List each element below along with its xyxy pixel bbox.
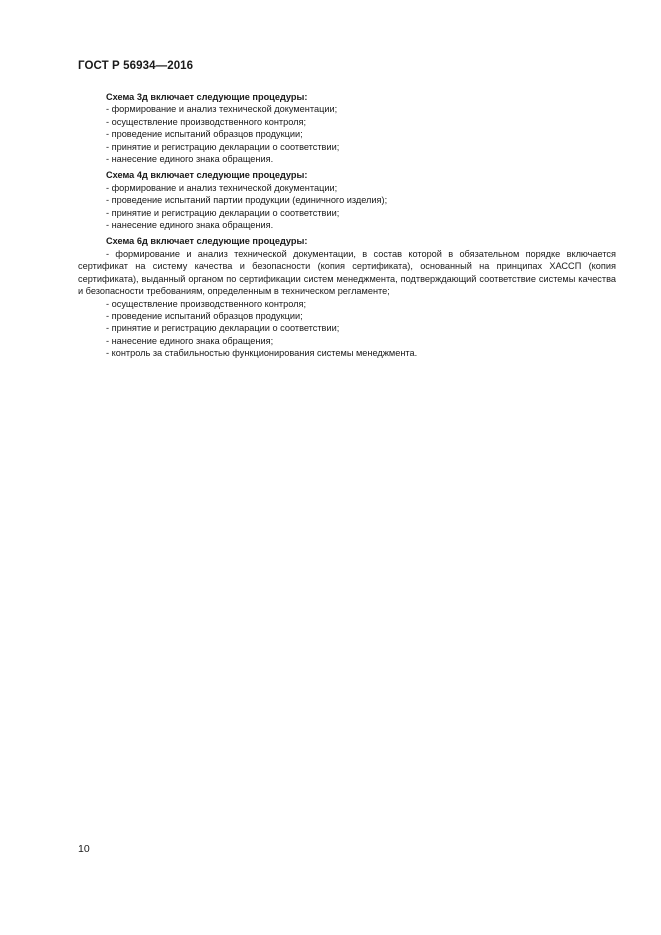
list-item: - проведение испытаний образцов продукции; — [106, 310, 303, 321]
list-item: - принятие и регистрацию декларации о соответствии; — [106, 323, 340, 334]
scheme-6d-section — [78, 235, 616, 359]
scheme-3d-section — [78, 91, 616, 165]
list-item: - осуществление производственного контроля; — [106, 116, 307, 127]
list-item: - принятие и регистрацию декларации о соответствии; — [106, 207, 340, 218]
list-item: - контроль за стабильностью функционирования системы менеджмента. — [106, 348, 418, 359]
list-item: - нанесение единого знака обращения; — [106, 335, 274, 346]
list-item: - формирование и анализ технической документации; — [106, 182, 338, 193]
page-number: 10 — [78, 843, 90, 855]
list-item: - принятие и регистрацию декларации о соответствии; — [106, 141, 340, 152]
section-title: Схема 4д включает следующие процедуры: — [106, 170, 308, 181]
list-item: - осуществление производственного контроля; — [106, 298, 307, 309]
list-item: - нанесение единого знака обращения. — [106, 154, 274, 165]
list-item: - проведение испытаний образцов продукции; — [106, 129, 303, 140]
list-item: - нанесение единого знака обращения. — [106, 220, 274, 231]
list-item-paragraph: - формирование и анализ технической документации, в состав которой в обязательном порядке включается сертификат на систему качества и безопасности (копия сертификата), основанный на принципах ХАССП (копия сертификата), выданный органом по сертификации систем менеджмента, подтверждающий соответствие системы качества и безопасности требованиям, определенным в техническом регламенте; — [78, 248, 616, 297]
section-title: Схема 3д включает следующие процедуры: — [106, 92, 308, 102]
document-header: ГОСТ Р 56934—2016 — [78, 60, 194, 72]
document-body — [78, 91, 616, 364]
section-title: Схема 6д включает следующие процедуры: — [106, 236, 308, 247]
list-item: - проведение испытаний партии продукции (единичного изделия); — [106, 195, 388, 206]
scheme-4d-section — [78, 169, 616, 231]
list-item: - формирование и анализ технической документации; — [106, 104, 338, 115]
